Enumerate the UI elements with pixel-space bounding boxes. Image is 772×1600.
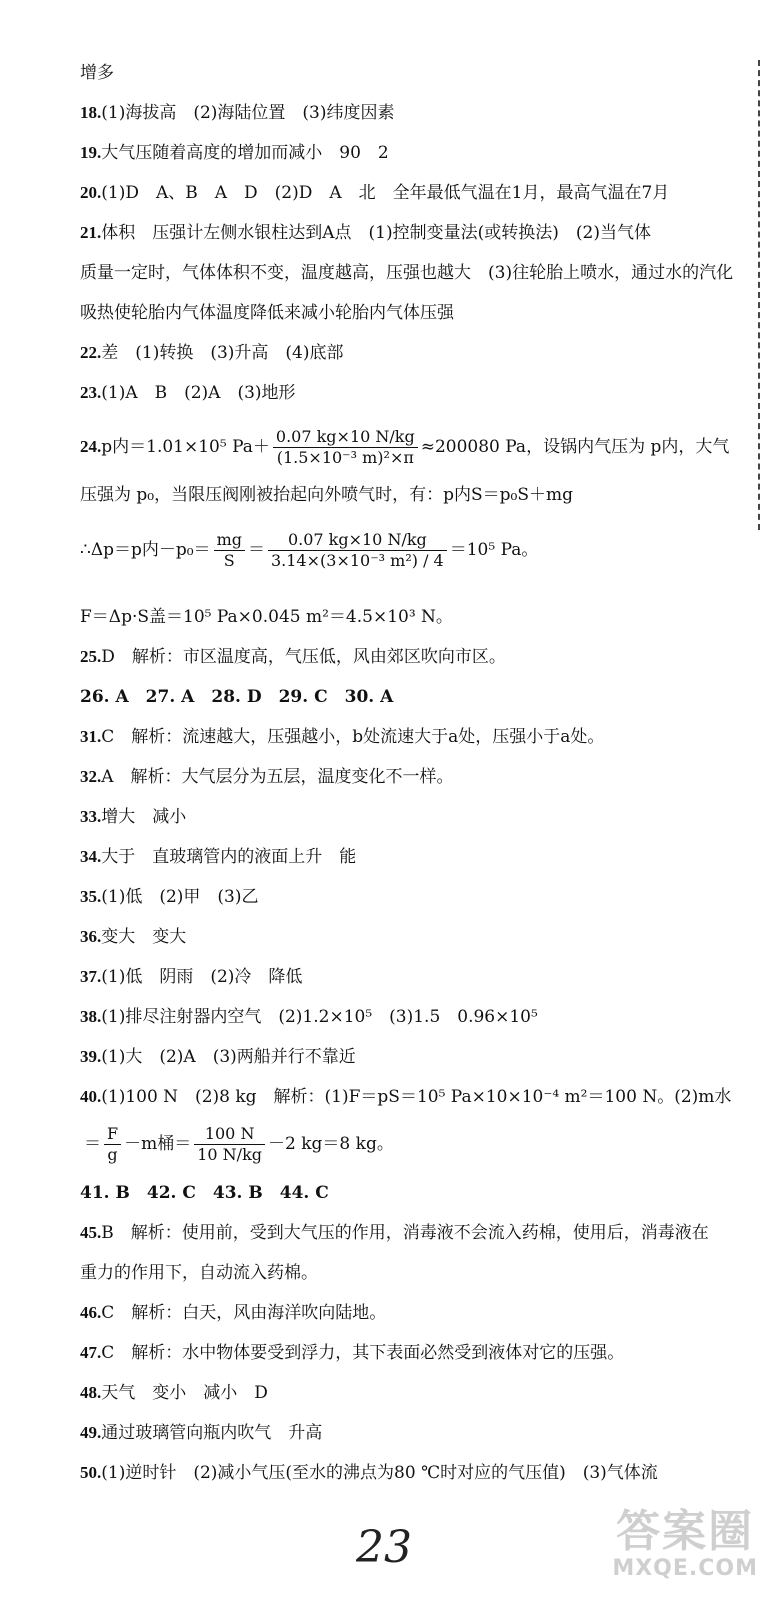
fraction-24-b: $\frac{0.07 kg\times 10 N/kg}{\text{3.14×(3×10⁻³ m²) / 4}}$	[268, 530, 447, 571]
answer-48: 48.天气 变小 减小 D	[80, 1383, 268, 1403]
answer-45: 45.B 解析：使用前，受到大气压的作用，消毒液不会流入药棉，使用后，消毒液在	[80, 1223, 709, 1243]
answer-21: 21.体积 压强计左侧水银柱达到A点 (1)控制变量法(或转换法) (2)当气体	[80, 223, 651, 243]
answer-24-cont-2: ∴Δp＝p内－p₀＝ $\frac{mg}{S}$ ＝ $\frac{0.07 kg\times 10 N/kg}{\text{3.14×(3×10⁻³ m²) / 4}}$ ＝10⁵ Pa。	[80, 530, 539, 570]
answer-41-44: 41. B 42. C 43. B 44. C	[80, 1183, 329, 1203]
answer-20: 20.(1)D A、B A D (2)D A 北 全年最低气温在1月，最高气温在7月	[80, 183, 670, 203]
binding-dashed-line	[758, 60, 762, 530]
page-number: 23	[356, 1522, 412, 1573]
line-increase: 增多	[80, 63, 114, 83]
answer-19: 19.大气压随着高度的增加而减小 90 2	[80, 143, 389, 163]
answer-40-cont: ＝ $\frac{F}{g}$ －m桶＝ $\frac{100 N}{10 N/kg}$ －2 kg＝8 kg。	[84, 1124, 394, 1164]
answer-23: 23.(1)A B (2)A (3)地形	[80, 383, 296, 403]
answer-18: 18.(1)海拔高 (2)海陆位置 (3)纬度因素	[80, 103, 395, 123]
fraction-f-g: $\frac{F}{g}$	[104, 1124, 121, 1165]
answer-35: 35.(1)低 (2)甲 (3)乙	[80, 887, 259, 907]
fraction-24-a: $\frac{0.07 kg\times 10 N/kg}{\text{(1.5×10⁻³ m)²×π}}$	[273, 427, 418, 468]
answer-39: 39.(1)大 (2)A (3)两船并行不靠近	[80, 1047, 356, 1067]
answer-33: 33.增大 减小	[80, 807, 187, 827]
answer-21-cont-2: 吸热使轮胎内气体温度降低来减小轮胎内气体压强	[80, 303, 454, 323]
answer-22: 22.差 (1)转换 (3)升高 (4)底部	[80, 343, 344, 363]
answer-45-cont: 重力的作用下，自动流入药棉。	[80, 1263, 318, 1283]
fraction-40: $\frac{100 N}{10 N/kg}$	[194, 1124, 265, 1165]
answer-24-cont-3: F＝Δp·S盖＝10⁵ Pa×0.045 m²＝4.5×10³ N。	[80, 607, 453, 627]
watermark-logo: 答案圈 MXQE.COM	[612, 1506, 758, 1581]
answer-31: 31.C 解析：流速越大，压强越小，b处流速大于a处，压强小于a处。	[80, 727, 605, 747]
answer-37: 37.(1)低 阴雨 (2)冷 降低	[80, 967, 303, 987]
answer-36: 36.变大 变大	[80, 927, 187, 947]
answer-26-30: 26. A 27. A 28. D 29. C 30. A	[80, 687, 394, 707]
answer-50: 50.(1)逆时针 (2)减小气压(至水的沸点为80 ℃时对应的气压值) (3)气体流	[80, 1463, 658, 1483]
fraction-mg-s: $\frac{mg}{S}$	[214, 530, 245, 571]
answer-49: 49.通过玻璃管向瓶内吹气 升高	[80, 1423, 323, 1443]
answer-47: 47.C 解析：水中物体要受到浮力，其下表面必然受到液体对它的压强。	[80, 1343, 625, 1363]
answer-25: 25.D 解析：市区温度高，气压低，风由郊区吹向市区。	[80, 647, 506, 667]
answer-34: 34.大于 直玻璃管内的液面上升 能	[80, 847, 357, 867]
answer-32: 32.A 解析：大气层分为五层，温度变化不一样。	[80, 767, 454, 787]
answer-38: 38.(1)排尽注射器内空气 (2)1.2×10⁵ (3)1.5 0.96×10⁵	[80, 1007, 538, 1027]
answer-24: 24.p内＝1.01×10⁵ Pa＋ $\frac{0.07 kg\times 10 N/kg}{\text{(1.5×10⁻³ m)²×π}}$ ≈200080 Pa，设锅内气压为 p内，大气	[80, 427, 730, 467]
answer-24-cont-1: 压强为 p₀，当限压阀刚被抬起向外喷气时，有：p内S＝p₀S＋mg	[80, 485, 573, 505]
answer-46: 46.C 解析：白天，风由海洋吹向陆地。	[80, 1303, 387, 1323]
answer-21-cont-1: 质量一定时，气体体积不变，温度越高，压强也越大 (3)往轮胎上喷水，通过水的汽化	[80, 263, 734, 283]
answer-40: 40.(1)100 N (2)8 kg 解析：(1)F＝pS＝10⁵ Pa×10×10⁻⁴ m²＝100 N。(2)m水	[80, 1087, 732, 1107]
